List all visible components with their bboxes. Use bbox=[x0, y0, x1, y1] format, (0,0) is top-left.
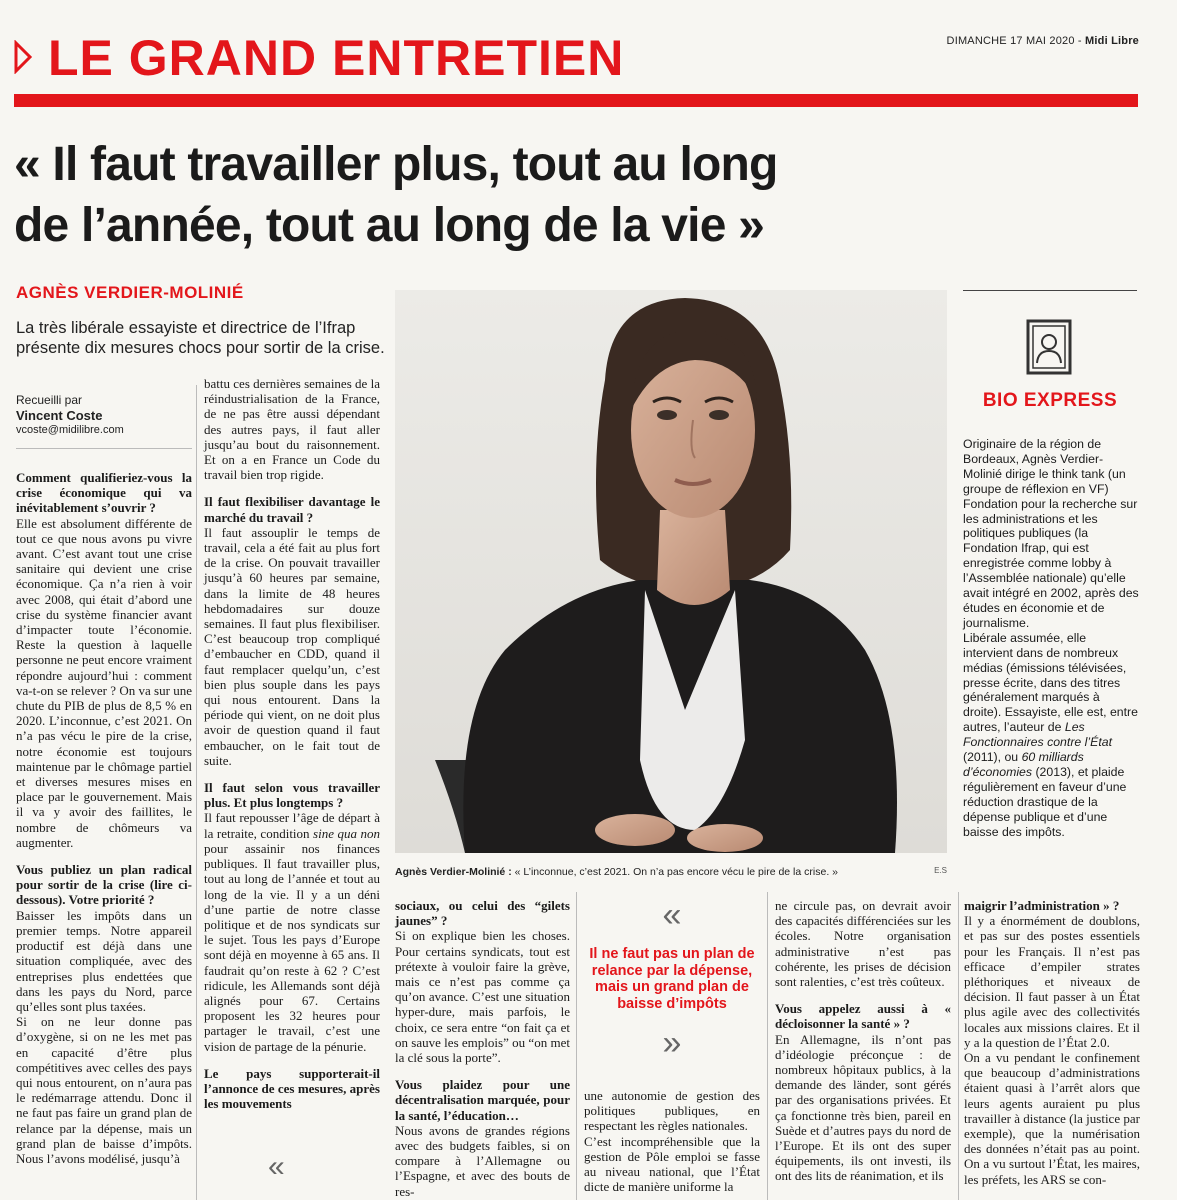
question: Vous plaidez pour une décentralisation marquée, pour la santé, l’éducation… bbox=[395, 1077, 570, 1123]
bio-title: BIO EXPRESS bbox=[982, 390, 1118, 411]
article-column-3 bbox=[395, 898, 570, 1199]
column-divider bbox=[767, 892, 768, 1200]
standfirst: La très libérale essayiste et directrice de l’Ifrap présente dix mesures chocs pour sortir de la crise. bbox=[16, 319, 385, 357]
question: Comment qualifieriez-vous la crise économique qui va inévitablement s’ouvrir ? bbox=[16, 470, 192, 516]
credit-label: Recueilli par bbox=[16, 393, 83, 407]
header-rule bbox=[14, 94, 1138, 107]
question: Vous publiez un plan radical pour sortir de la crise (lire ci-dessous). Votre priorité ? bbox=[16, 862, 192, 908]
answer: On a vu pendant le confinement que beaucoup d’administrations étaient quasi à l’arrêt alors que leurs agents auraient pu plus travailler à distance (la justice par exemple), que la numérisation des données n’était pas au point. On a vu surtout l’État, les maires, les préfets, les ARS se con- bbox=[964, 1050, 1140, 1187]
column-divider bbox=[576, 892, 577, 1200]
question: Il faut flexibiliser davantage le marché du travail ? bbox=[204, 494, 380, 525]
answer: Il faut assouplir le temps de travail, cela a été fait au plus fort de la crise. On pouvait travailler jusqu’à 60 heures par semaine, dans la limite de 48 heures hebdomadaires sur douze semaines. Il faut plus flexibiliser. C’est beaucoup trop compliqué d’embaucher en CDD, quand il faut remplacer quelqu’un, c’est bien plus souple dans les pays qui nous entourent. Dans la période qui vient, on ne doit plus avoir de question quand il faut embaucher, on le fait tout de suite. bbox=[204, 524, 380, 768]
question: Vous appelez aussi à « décloisonner la santé » ? bbox=[775, 1001, 951, 1032]
answer: Si on ne leur donne pas d’oxygène, si on ne les met pas en capacité d’être plus compétitives avec celles des pays qui nous entourent, on n’aura pas le redémarrage attendu. Donc il ne faut pas faire un grand plan de relance par la dépense, mais un grand plan de baisse d’impôts. Nous l’avons modélisé, jusqu’à bbox=[16, 1014, 192, 1166]
article-column-1 bbox=[16, 470, 192, 1166]
question: maigrir l’administration » ? bbox=[964, 898, 1120, 913]
question: Le pays supporterait-il l’annonce de ces mesures, après les mouvements bbox=[204, 1065, 380, 1112]
section-title: LE GRAND ENTRETIEN bbox=[48, 30, 625, 86]
author-name: Vincent Coste bbox=[16, 408, 103, 423]
bio-rule bbox=[963, 290, 1137, 291]
headline bbox=[14, 134, 1154, 256]
portrait-photo bbox=[395, 290, 947, 853]
article-column-5 bbox=[775, 898, 951, 1184]
section-arrow-icon bbox=[14, 40, 34, 74]
quote-open-mark: « bbox=[268, 1150, 285, 1183]
answer: Il faut repousser l’âge de départ à la retraite, condition sine qua non pour assainir nos finances publiques. Il faut travailler plus, tout au long de l’année et tout au long de la vie. Il y a un déni d’une partie de notre classe politique et de nos syndicats sur le sujet. Tous les pays d’Europe sont déjà en moyenne à 65 ans. Il faudrait qu’on reste à 62 ? C’est ridicule, les Allemands sont déjà alignés pour 67. Certains proposent les 32 heures pour partager le travail, c’est une vision de partage de la pénurie. bbox=[204, 810, 380, 1054]
column-divider bbox=[958, 892, 959, 1200]
headline-line-1: « Il faut travailler plus, tout au long bbox=[14, 138, 778, 191]
bio-paragraph-1: Originaire de la région de Bordeaux, Agnès Verdier-Molinié dirige le think tank (un groupe de réflexion en VF) Fondation pour la recherche sur les administrations et les politiques publiques (la Fondation Ifrap, qui est enregistrée comme lobby à l’Assemblée nationale) qu’elle avait intégré en 2002, après des études en économie et de journalisme. bbox=[963, 437, 1139, 630]
dateline: DIMANCHE 17 MAI 2020 - Midi Libre bbox=[946, 35, 1139, 47]
interviewee-name: AGNÈS VERDIER-MOLINIÉ bbox=[16, 283, 244, 302]
bio-paragraph-2: Libérale assumée, elle intervient dans de nombreux médias (émissions télévisées, presse écrite, dans des titres généralement marqués à droite). Essayiste, elle est, entre autres, l’auteur de Les Fonctionnaires contre l’État (2011), ou 60 milliards d’économies (2013), et plaide régulièrement en faveur d’une réduction drastique de la dépense publique et d’une baisse des impôts. bbox=[963, 630, 1138, 839]
answer: Si on explique bien les choses. Pour certains syndicats, tout est prétexte à vouloir faire la grève, mais ce n’est pas comme ça qu’on avance. C’est une situation hyper-dure, mais parfois, le choix, ce sera entre “on fait ça et on sauve les emplois” ou “on met la clé sous la porte”. bbox=[395, 928, 570, 1066]
author-email: vcoste@midilibre.com bbox=[16, 424, 124, 436]
quote-open-mark: « bbox=[662, 896, 682, 934]
question: Il faut selon vous travailler plus. Et plus longtemps ? bbox=[204, 780, 380, 811]
portrait-icon bbox=[1026, 319, 1072, 375]
article-column-2 bbox=[204, 376, 380, 1111]
photo-credit: E.S bbox=[934, 866, 947, 875]
credit-divider bbox=[16, 448, 192, 449]
article-column-4 bbox=[584, 1088, 760, 1194]
column-divider bbox=[196, 385, 197, 1200]
pull-quote bbox=[583, 898, 761, 1060]
answer: ne circule pas, on devrait avoir des capacités différenciées sur les écoles. Notre organisation administrative n’est pas cohérente, les prises de décision sont ralenties, c’est très coûteux. bbox=[775, 898, 951, 990]
portrait-illustration bbox=[395, 290, 947, 853]
photo-caption: Agnès Verdier-Molinié : « L’inconnue, c’est 2021. On n’a pas encore vécu le pire de la crise. » E.S bbox=[395, 866, 947, 878]
answer: une autonomie de gestion des politiques publiques, en respectant les règles nationales. bbox=[584, 1088, 760, 1134]
answer: Elle est absolument différente de tout ce que nous avons pu vivre avant. C’est avant tout une crise sanitaire qui devient une crise économique. Ça n’a rien à voir avec 2008, qui était d’abord une crise du système financier avant d’impacter toute l’économie. Reste la question à laquelle personne ne peut encore vraiment répondre aujourd’hui : comment va-t-on se relever ? On va sur une chute du PIB de plus de 8,5 % en 2020. L’inconnue, c’est 2021. On n’a pas vécu le pire de la crise, notre économie est toujours maintenue par le chômage partiel et diverses mesures mises en place par le gouvernement. Mais il va y avoir des faillites, le nombre de chômeurs va augmenter. bbox=[16, 515, 192, 850]
answer: En Allemagne, ils n’ont pas d’idéologie préconçue : de nombreux hôpitaux publics, à la demande des länder, sont gérés par des organisations privées. Et ça fonctionne très bien, pareil en Suède et d’autres pays du nord de l’Europe. Et ils ont des super équipements, ils ont investi, ils ont des lits de réanimation, et ils bbox=[775, 1031, 951, 1184]
answer: battu ces dernières semaines de la réindustrialisation de la France, de ne pas être aussi dépendant des autres pays, il faut aller jusqu’au bout du raisonnement. Et on a en France un Code du travail bien trop rigide. bbox=[204, 376, 380, 483]
bio-text bbox=[963, 437, 1139, 839]
answer: Nous avons de grandes régions avec des budgets faibles, si on compare à l’Allemagne ou l’Espagne, et avec des bouts de res- bbox=[395, 1122, 570, 1199]
answer: Baisser les impôts dans un premier temps. Notre appareil productif est déjà dans une situation compliquée, avec des entreprises plus endettées que dans les pays du Nord, parce qu’elles sont plus taxées. bbox=[16, 907, 192, 1014]
headline-line-2: de l’année, tout au long de la vie » bbox=[14, 199, 765, 252]
pull-quote-text: Il ne faut pas un plan de relance par la dépense, mais un grand plan de baisse d’impôts bbox=[589, 946, 755, 1012]
answer: Il y a énormément de doublons, et pas sur des postes essentiels pour les Français. Il n’est pas efficace d’empiler strates pléthoriques et niveaux de décision. Il faut passer à un État plus agile avec des collectivités locales aux missions claires. Et il y a la question de l’État 2.0. bbox=[964, 913, 1140, 1050]
article-column-6 bbox=[964, 898, 1140, 1187]
question: sociaux, ou celui des “gilets jaunes” ? bbox=[395, 898, 570, 929]
quote-close-mark: » bbox=[662, 1024, 682, 1062]
author-credit bbox=[16, 393, 124, 438]
answer: C’est incompréhensible que la gestion de Pôle emploi se fasse au niveau national, que l’État dicte de manière uniforme la bbox=[584, 1133, 760, 1195]
